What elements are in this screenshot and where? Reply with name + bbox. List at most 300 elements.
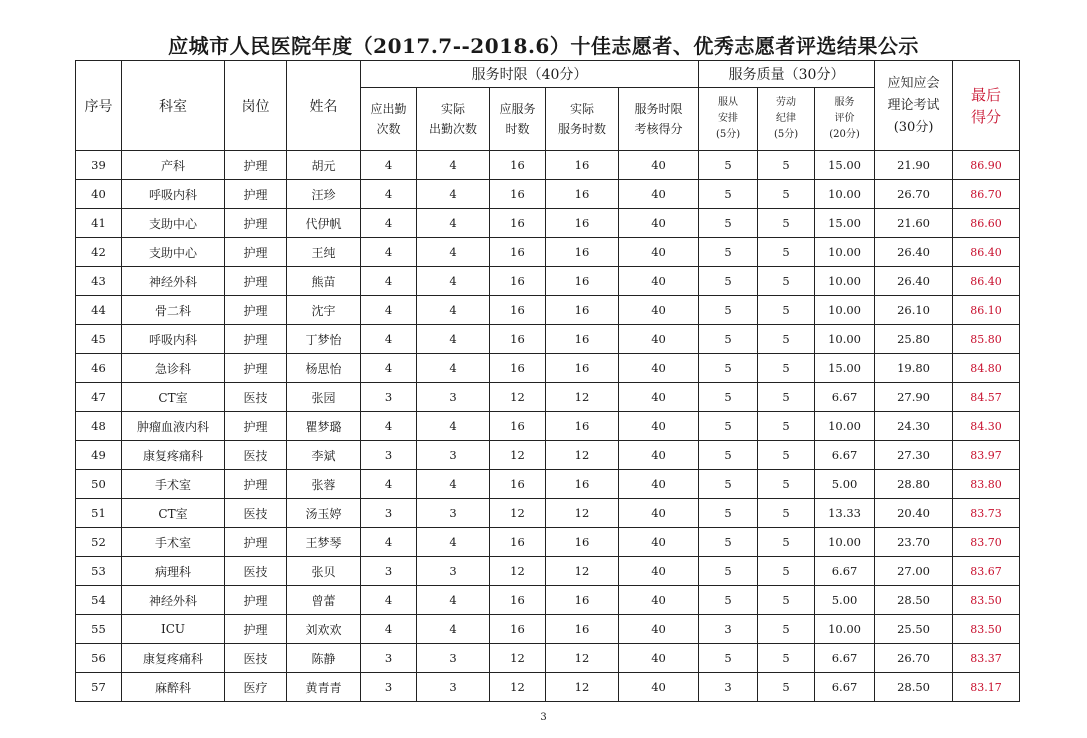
cell-name: 熊苗: [287, 267, 361, 296]
cell-actual-hours: 12: [546, 441, 619, 470]
cell-actual-hours: 16: [546, 151, 619, 180]
cell-due-hours: 16: [490, 586, 546, 615]
cell-discipline: 5: [758, 412, 815, 441]
header-obey-line2: 安排: [718, 113, 739, 124]
table-row: [76, 267, 1020, 296]
cell-eval: 10.00: [815, 180, 875, 209]
cell-final-score: 84.80: [953, 354, 1020, 383]
header-exam-line1: 应知应会: [887, 75, 940, 91]
cell-due-hours: 16: [490, 470, 546, 499]
cell-seq: 42: [76, 238, 122, 267]
cell-obey: 5: [699, 151, 758, 180]
page-title: 应城市人民医院年度（2017.7--2018.6）十佳志愿者、优秀志愿者评选结果公示: [168, 34, 919, 58]
header-eval-line2: 评价: [834, 113, 855, 124]
cell-hours-score: 40: [619, 354, 699, 383]
header-exam: [875, 61, 953, 151]
cell-due-times: 4: [361, 528, 417, 557]
cell-eval: 10.00: [815, 528, 875, 557]
cell-final-score: 83.67: [953, 557, 1020, 586]
cell-obey: 5: [699, 354, 758, 383]
header-obey: [699, 88, 758, 151]
cell-eval: 6.67: [815, 383, 875, 412]
cell-discipline: 5: [758, 354, 815, 383]
cell-post: 护理: [225, 296, 287, 325]
cell-eval: 6.67: [815, 644, 875, 673]
cell-name: 黄青青: [287, 673, 361, 702]
cell-hours-score: 40: [619, 586, 699, 615]
cell-post: 护理: [225, 615, 287, 644]
table-row: [76, 151, 1020, 180]
cell-dept: 肿瘤血液内科: [122, 412, 225, 441]
table-row: [76, 673, 1020, 702]
header-due-hours-line1: 应服务: [499, 102, 536, 116]
cell-name: 瞿梦璐: [287, 412, 361, 441]
cell-discipline: 5: [758, 557, 815, 586]
cell-final-score: 83.70: [953, 528, 1020, 557]
table-header: [76, 61, 1020, 151]
header-exam-line3: (30分): [893, 119, 934, 135]
cell-eval: 10.00: [815, 296, 875, 325]
cell-hours-score: 40: [619, 325, 699, 354]
header-due-times: [361, 88, 417, 151]
cell-actual-hours: 16: [546, 586, 619, 615]
cell-obey: 5: [699, 499, 758, 528]
cell-actual-times: 3: [417, 383, 490, 412]
cell-discipline: 5: [758, 644, 815, 673]
cell-eval: 5.00: [815, 470, 875, 499]
header-eval-line1: 服务: [834, 97, 855, 108]
cell-hours-score: 40: [619, 180, 699, 209]
cell-post: 医技: [225, 557, 287, 586]
cell-hours-score: 40: [619, 673, 699, 702]
cell-exam: 27.00: [875, 557, 953, 586]
cell-hours-score: 40: [619, 238, 699, 267]
cell-seq: 51: [76, 499, 122, 528]
cell-exam: 21.60: [875, 209, 953, 238]
cell-exam: 26.40: [875, 267, 953, 296]
table-row: [76, 470, 1020, 499]
cell-name: 丁梦怡: [287, 325, 361, 354]
cell-hours-score: 40: [619, 470, 699, 499]
cell-post: 医疗: [225, 673, 287, 702]
cell-seq: 44: [76, 296, 122, 325]
cell-actual-hours: 12: [546, 644, 619, 673]
cell-final-score: 83.17: [953, 673, 1020, 702]
cell-discipline: 5: [758, 528, 815, 557]
table-body: [76, 151, 1020, 702]
cell-discipline: 5: [758, 238, 815, 267]
cell-final-score: 84.30: [953, 412, 1020, 441]
table-row: [76, 615, 1020, 644]
cell-post: 护理: [225, 586, 287, 615]
cell-due-times: 4: [361, 209, 417, 238]
cell-due-hours: 12: [490, 383, 546, 412]
cell-due-times: 4: [361, 151, 417, 180]
cell-final-score: 83.50: [953, 615, 1020, 644]
header-final-score: [953, 61, 1020, 151]
cell-seq: 52: [76, 528, 122, 557]
header-discipline-line3: (5分): [773, 129, 799, 140]
cell-eval: 6.67: [815, 673, 875, 702]
header-hours-score: [619, 88, 699, 151]
header-service-quality-group: 服务质量（30分）: [699, 61, 875, 88]
table-row: [76, 528, 1020, 557]
header-dept: 科室: [122, 61, 225, 151]
cell-actual-times: 4: [417, 470, 490, 499]
cell-final-score: 83.73: [953, 499, 1020, 528]
cell-hours-score: 40: [619, 209, 699, 238]
header-due-hours: [490, 88, 546, 151]
cell-post: 护理: [225, 180, 287, 209]
header-actual-hours-line2: 服务时数: [557, 122, 606, 136]
cell-name: 杨思怡: [287, 354, 361, 383]
header-final-line2: 得分: [971, 107, 1002, 126]
header-hours-score-line1: 服务时限: [634, 102, 683, 116]
cell-discipline: 5: [758, 209, 815, 238]
table-row: [76, 557, 1020, 586]
cell-exam: 23.70: [875, 528, 953, 557]
cell-actual-hours: 16: [546, 180, 619, 209]
cell-name: 王梦琴: [287, 528, 361, 557]
cell-actual-times: 4: [417, 180, 490, 209]
cell-due-hours: 16: [490, 238, 546, 267]
cell-seq: 55: [76, 615, 122, 644]
cell-actual-hours: 12: [546, 673, 619, 702]
cell-actual-times: 4: [417, 354, 490, 383]
header-actual-hours: [546, 88, 619, 151]
cell-seq: 43: [76, 267, 122, 296]
cell-due-hours: 12: [490, 441, 546, 470]
cell-obey: 5: [699, 644, 758, 673]
cell-eval: 5.00: [815, 586, 875, 615]
cell-exam: 26.40: [875, 238, 953, 267]
cell-due-hours: 12: [490, 644, 546, 673]
cell-actual-hours: 16: [546, 615, 619, 644]
cell-post: 护理: [225, 528, 287, 557]
cell-due-hours: 16: [490, 354, 546, 383]
cell-actual-times: 3: [417, 673, 490, 702]
cell-exam: 28.50: [875, 586, 953, 615]
cell-exam: 26.70: [875, 180, 953, 209]
cell-actual-hours: 16: [546, 296, 619, 325]
cell-exam: 27.90: [875, 383, 953, 412]
cell-dept: 病理科: [122, 557, 225, 586]
cell-post: 护理: [225, 354, 287, 383]
cell-due-times: 3: [361, 673, 417, 702]
cell-actual-times: 4: [417, 615, 490, 644]
table-row: [76, 296, 1020, 325]
cell-discipline: 5: [758, 615, 815, 644]
cell-actual-hours: 16: [546, 528, 619, 557]
cell-dept: 骨二科: [122, 296, 225, 325]
cell-obey: 3: [699, 615, 758, 644]
cell-due-hours: 16: [490, 325, 546, 354]
cell-exam: 21.90: [875, 151, 953, 180]
cell-eval: 15.00: [815, 354, 875, 383]
cell-eval: 10.00: [815, 325, 875, 354]
cell-seq: 48: [76, 412, 122, 441]
cell-obey: 5: [699, 180, 758, 209]
cell-dept: 手术室: [122, 470, 225, 499]
header-actual-times: [417, 88, 490, 151]
cell-exam: 24.30: [875, 412, 953, 441]
header-hours-score-line2: 考核得分: [634, 122, 683, 136]
header-actual-times-line2: 出勤次数: [428, 122, 477, 136]
cell-dept: 呼吸内科: [122, 180, 225, 209]
cell-actual-hours: 16: [546, 238, 619, 267]
cell-name: 张园: [287, 383, 361, 412]
cell-due-hours: 12: [490, 499, 546, 528]
cell-final-score: 86.10: [953, 296, 1020, 325]
cell-dept: 支助中心: [122, 209, 225, 238]
cell-due-hours: 16: [490, 151, 546, 180]
cell-obey: 5: [699, 209, 758, 238]
cell-hours-score: 40: [619, 499, 699, 528]
cell-dept: 麻醉科: [122, 673, 225, 702]
cell-obey: 5: [699, 325, 758, 354]
cell-discipline: 5: [758, 151, 815, 180]
cell-dept: ICU: [122, 615, 225, 644]
cell-obey: 5: [699, 557, 758, 586]
header-service-hours-group: 服务时限（40分）: [361, 61, 699, 88]
cell-due-hours: 16: [490, 209, 546, 238]
cell-exam: 20.40: [875, 499, 953, 528]
cell-due-times: 4: [361, 615, 417, 644]
cell-actual-hours: 16: [546, 470, 619, 499]
table-row: [76, 180, 1020, 209]
cell-name: 张贝: [287, 557, 361, 586]
cell-obey: 5: [699, 441, 758, 470]
cell-discipline: 5: [758, 180, 815, 209]
cell-actual-times: 3: [417, 441, 490, 470]
cell-name: 王纯: [287, 238, 361, 267]
cell-name: 胡元: [287, 151, 361, 180]
cell-hours-score: 40: [619, 557, 699, 586]
cell-eval: 6.67: [815, 557, 875, 586]
cell-hours-score: 40: [619, 528, 699, 557]
cell-due-times: 3: [361, 441, 417, 470]
table-row: [76, 354, 1020, 383]
cell-due-hours: 12: [490, 673, 546, 702]
cell-seq: 50: [76, 470, 122, 499]
cell-actual-hours: 12: [546, 383, 619, 412]
cell-hours-score: 40: [619, 267, 699, 296]
cell-actual-hours: 12: [546, 499, 619, 528]
cell-discipline: 5: [758, 267, 815, 296]
cell-name: 汤玉婷: [287, 499, 361, 528]
cell-dept: CT室: [122, 383, 225, 412]
cell-due-hours: 16: [490, 296, 546, 325]
cell-final-score: 83.50: [953, 586, 1020, 615]
cell-actual-times: 4: [417, 151, 490, 180]
cell-due-times: 3: [361, 499, 417, 528]
header-actual-times-line1: 实际: [440, 102, 465, 116]
cell-due-times: 3: [361, 644, 417, 673]
cell-final-score: 83.37: [953, 644, 1020, 673]
cell-eval: 10.00: [815, 412, 875, 441]
cell-actual-hours: 16: [546, 209, 619, 238]
table-row: [76, 383, 1020, 412]
cell-dept: CT室: [122, 499, 225, 528]
cell-actual-times: 4: [417, 586, 490, 615]
cell-seq: 57: [76, 673, 122, 702]
cell-actual-times: 4: [417, 528, 490, 557]
cell-discipline: 5: [758, 296, 815, 325]
cell-post: 医技: [225, 383, 287, 412]
cell-post: 护理: [225, 470, 287, 499]
header-due-times-line1: 应出勤: [370, 102, 407, 116]
cell-post: 护理: [225, 325, 287, 354]
cell-seq: 45: [76, 325, 122, 354]
header-post: 岗位: [225, 61, 287, 151]
header-seq: 序号: [76, 61, 122, 151]
cell-obey: 3: [699, 673, 758, 702]
header-due-hours-line2: 时数: [505, 122, 530, 136]
cell-discipline: 5: [758, 441, 815, 470]
cell-seq: 54: [76, 586, 122, 615]
table-row: [76, 586, 1020, 615]
cell-actual-hours: 16: [546, 354, 619, 383]
header-due-times-line2: 次数: [376, 122, 401, 136]
cell-exam: 19.80: [875, 354, 953, 383]
cell-obey: 5: [699, 296, 758, 325]
cell-seq: 40: [76, 180, 122, 209]
header-discipline: [758, 88, 815, 151]
cell-name: 代伊帆: [287, 209, 361, 238]
cell-hours-score: 40: [619, 644, 699, 673]
table-row: [76, 238, 1020, 267]
cell-actual-times: 4: [417, 209, 490, 238]
cell-discipline: 5: [758, 325, 815, 354]
cell-due-times: 4: [361, 325, 417, 354]
cell-due-times: 3: [361, 383, 417, 412]
header-discipline-line1: 劳动: [776, 97, 797, 108]
results-table: [75, 60, 1020, 702]
cell-due-times: 4: [361, 470, 417, 499]
cell-dept: 手术室: [122, 528, 225, 557]
cell-final-score: 85.80: [953, 325, 1020, 354]
cell-due-times: 4: [361, 267, 417, 296]
cell-post: 医技: [225, 499, 287, 528]
cell-name: 沈宇: [287, 296, 361, 325]
cell-actual-times: 3: [417, 557, 490, 586]
cell-discipline: 5: [758, 383, 815, 412]
cell-actual-times: 4: [417, 267, 490, 296]
cell-final-score: 86.90: [953, 151, 1020, 180]
cell-eval: 13.33: [815, 499, 875, 528]
cell-discipline: 5: [758, 499, 815, 528]
header-discipline-line2: 纪律: [776, 113, 797, 124]
cell-hours-score: 40: [619, 151, 699, 180]
cell-dept: 康复疼痛科: [122, 441, 225, 470]
cell-discipline: 5: [758, 673, 815, 702]
table-row: [76, 644, 1020, 673]
cell-seq: 53: [76, 557, 122, 586]
cell-name: 曾蕾: [287, 586, 361, 615]
cell-eval: 10.00: [815, 238, 875, 267]
header-obey-line1: 服从: [718, 97, 739, 108]
cell-discipline: 5: [758, 470, 815, 499]
cell-seq: 46: [76, 354, 122, 383]
cell-post: 护理: [225, 151, 287, 180]
cell-exam: 26.70: [875, 644, 953, 673]
header-name: 姓名: [287, 61, 361, 151]
cell-name: 汪珍: [287, 180, 361, 209]
cell-hours-score: 40: [619, 296, 699, 325]
header-exam-line2: 理论考试: [887, 97, 940, 113]
cell-actual-times: 4: [417, 325, 490, 354]
cell-exam: 28.80: [875, 470, 953, 499]
cell-final-score: 86.40: [953, 267, 1020, 296]
cell-post: 医技: [225, 441, 287, 470]
cell-eval: 6.67: [815, 441, 875, 470]
cell-actual-hours: 16: [546, 412, 619, 441]
cell-obey: 5: [699, 528, 758, 557]
cell-hours-score: 40: [619, 615, 699, 644]
cell-final-score: 86.70: [953, 180, 1020, 209]
cell-exam: 26.10: [875, 296, 953, 325]
cell-post: 护理: [225, 209, 287, 238]
cell-actual-times: 3: [417, 644, 490, 673]
cell-obey: 5: [699, 383, 758, 412]
table-row: [76, 412, 1020, 441]
cell-exam: 27.30: [875, 441, 953, 470]
table-row: [76, 209, 1020, 238]
cell-name: 李斌: [287, 441, 361, 470]
cell-due-hours: 16: [490, 180, 546, 209]
cell-due-hours: 16: [490, 412, 546, 441]
cell-dept: 支助中心: [122, 238, 225, 267]
cell-post: 护理: [225, 412, 287, 441]
cell-final-score: 86.40: [953, 238, 1020, 267]
cell-hours-score: 40: [619, 441, 699, 470]
cell-due-hours: 16: [490, 528, 546, 557]
cell-dept: 康复疼痛科: [122, 644, 225, 673]
cell-actual-hours: 16: [546, 267, 619, 296]
cell-due-times: 4: [361, 180, 417, 209]
table-row: [76, 325, 1020, 354]
header-final-line1: 最后: [971, 85, 1002, 104]
cell-obey: 5: [699, 586, 758, 615]
page-number: 3: [540, 712, 547, 723]
cell-obey: 5: [699, 238, 758, 267]
cell-actual-hours: 12: [546, 557, 619, 586]
header-obey-line3: (5分): [715, 129, 741, 140]
cell-seq: 49: [76, 441, 122, 470]
cell-dept: 产科: [122, 151, 225, 180]
cell-due-times: 4: [361, 354, 417, 383]
cell-eval: 10.00: [815, 615, 875, 644]
cell-actual-times: 4: [417, 296, 490, 325]
cell-hours-score: 40: [619, 383, 699, 412]
cell-actual-hours: 16: [546, 325, 619, 354]
cell-due-hours: 16: [490, 615, 546, 644]
cell-exam: 25.50: [875, 615, 953, 644]
cell-obey: 5: [699, 412, 758, 441]
cell-name: 张蓉: [287, 470, 361, 499]
cell-final-score: 84.57: [953, 383, 1020, 412]
cell-exam: 25.80: [875, 325, 953, 354]
cell-due-times: 4: [361, 238, 417, 267]
cell-seq: 41: [76, 209, 122, 238]
cell-eval: 15.00: [815, 151, 875, 180]
cell-post: 医技: [225, 644, 287, 673]
cell-final-score: 83.80: [953, 470, 1020, 499]
table-row: [76, 499, 1020, 528]
cell-name: 刘欢欢: [287, 615, 361, 644]
cell-post: 护理: [225, 267, 287, 296]
cell-final-score: 86.60: [953, 209, 1020, 238]
